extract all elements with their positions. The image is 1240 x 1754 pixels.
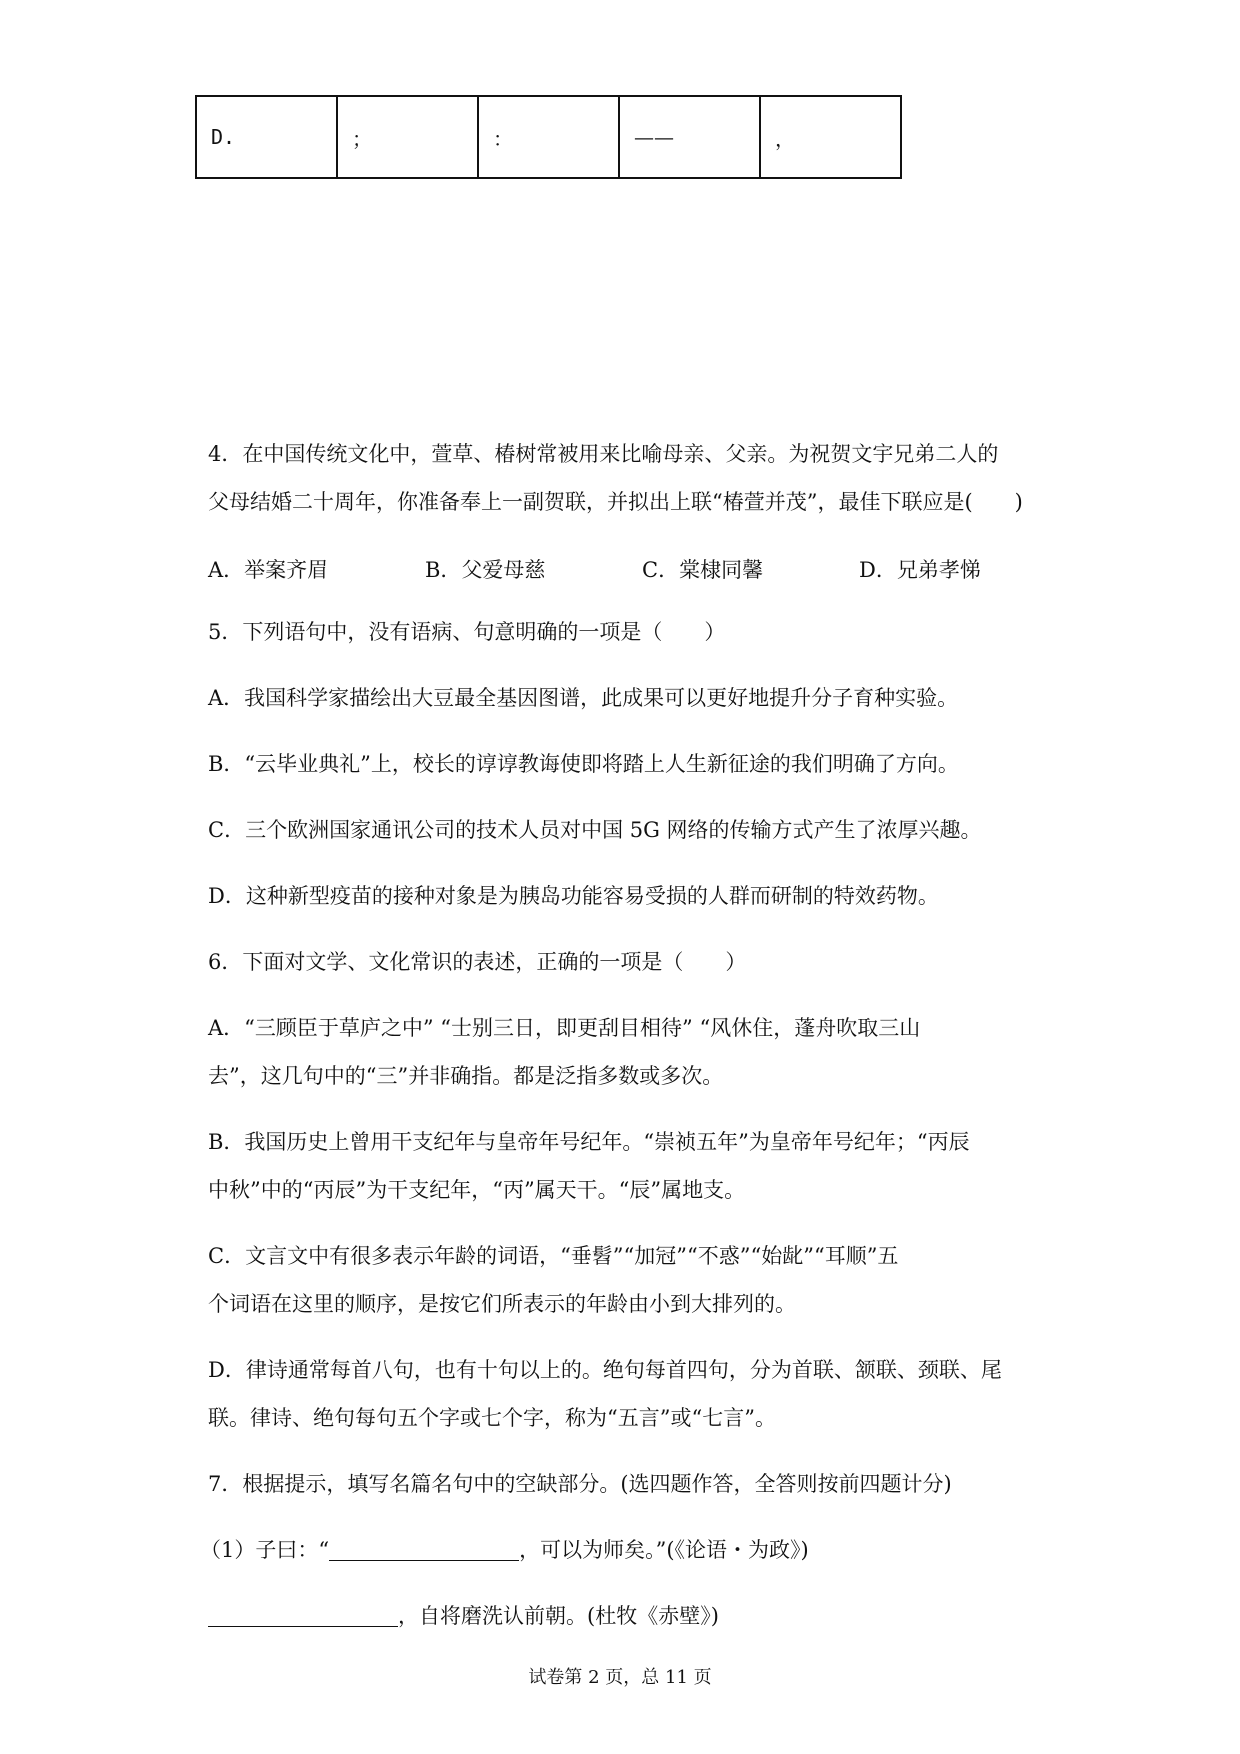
q4-line2: 父母结婚二十周年，你准备奉上一副贺联，并拟出上联“椿萱并茂”，最佳下联应是( ) bbox=[208, 490, 1023, 514]
q5-option-c: C．三个欧洲国家通讯公司的技术人员对中国 5G 网络的传输方式产生了浓厚兴趣。 bbox=[208, 818, 982, 842]
q6-option-d-line1: D．律诗通常每首八句，也有十句以上的。绝句每首四句，分为首联、颔联、颈联、尾 bbox=[208, 1358, 1002, 1382]
answer-blank[interactable] bbox=[208, 1602, 398, 1627]
table-cell: D. bbox=[196, 96, 337, 178]
q6-option-a-line2: 去”，这几句中的“三”并非确指。都是泛指多数或多次。 bbox=[208, 1064, 724, 1088]
q4-option-c: C．棠棣同馨 bbox=[642, 558, 764, 582]
q6-option-b-line2: 中秋”中的“丙辰”为干支纪年，“丙”属天干。“辰”属地支。 bbox=[208, 1178, 746, 1202]
q6-option-c-line1: C．文言文中有很多表示年龄的词语，“垂髫”“加冠”“不惑”“始龀”“耳顺”五 bbox=[208, 1244, 899, 1268]
q6-option-a-line1: A．“三顾臣于草庐之中” “士别三日，即更刮目相待” “风休住，蓬舟吹取三山 bbox=[208, 1016, 921, 1040]
q7-stem: 7．根据提示，填写名篇名句中的空缺部分。(选四题作答，全答则按前四题计分) bbox=[208, 1472, 952, 1496]
q6-option-b-line1: B．我国历史上曾用干支纪年与皇帝年号纪年。“崇祯五年”为皇帝年号纪年；“丙辰 bbox=[208, 1130, 970, 1154]
q7-sub1 bbox=[200, 1535, 809, 1565]
q4-option-b: B．父爱母慈 bbox=[425, 558, 546, 582]
q7-sub1-suffix: ，可以为师矣。”(《论语・为政》) bbox=[519, 1538, 809, 1562]
q5-option-b: B．“云毕业典礼”上，校长的谆谆教诲使即将踏上人生新征途的我们明确了方向。 bbox=[208, 752, 959, 776]
table-cell: ， bbox=[760, 96, 901, 178]
q6-option-d-line2: 联。律诗、绝句每句五个字或七个字，称为“五言”或“七言”。 bbox=[208, 1406, 776, 1430]
table-cell: —— bbox=[619, 96, 760, 178]
q7-sub1-prefix: （1）子曰：“ bbox=[200, 1538, 330, 1562]
q4-line1: 4．在中国传统文化中，萱草、椿树常被用来比喻母亲、父亲。为祝贺文宇兄弟二人的 bbox=[208, 442, 999, 466]
q7-sub2 bbox=[208, 1601, 719, 1631]
q4-option-a: A．举案齐眉 bbox=[208, 558, 329, 582]
q6-option-c-line2: 个词语在这里的顺序，是按它们所表示的年龄由小到大排列的。 bbox=[208, 1292, 796, 1316]
q5-option-d: D．这种新型疫苗的接种对象是为胰岛功能容易受损的人群而研制的特效药物。 bbox=[208, 884, 939, 908]
table-cell: ； bbox=[337, 96, 478, 178]
table-cell: ： bbox=[478, 96, 619, 178]
punctuation-table bbox=[195, 95, 902, 179]
q5-stem: 5．下列语句中，没有语病、句意明确的一项是（ ） bbox=[208, 620, 726, 644]
q6-stem: 6．下面对文学、文化常识的表述，正确的一项是（ ） bbox=[208, 950, 747, 974]
q7-sub2-suffix: ，自将磨洗认前朝。(杜牧《赤壁》) bbox=[398, 1604, 719, 1628]
q5-option-a: A．我国科学家描绘出大豆最全基因图谱，此成果可以更好地提升分子育种实验。 bbox=[208, 686, 959, 710]
q4-option-d: D．兄弟孝悌 bbox=[859, 558, 981, 582]
table-row bbox=[196, 96, 901, 178]
answer-blank[interactable] bbox=[329, 1536, 519, 1561]
page-footer: 试卷第 2 页，总 11 页 bbox=[528, 1667, 712, 1688]
